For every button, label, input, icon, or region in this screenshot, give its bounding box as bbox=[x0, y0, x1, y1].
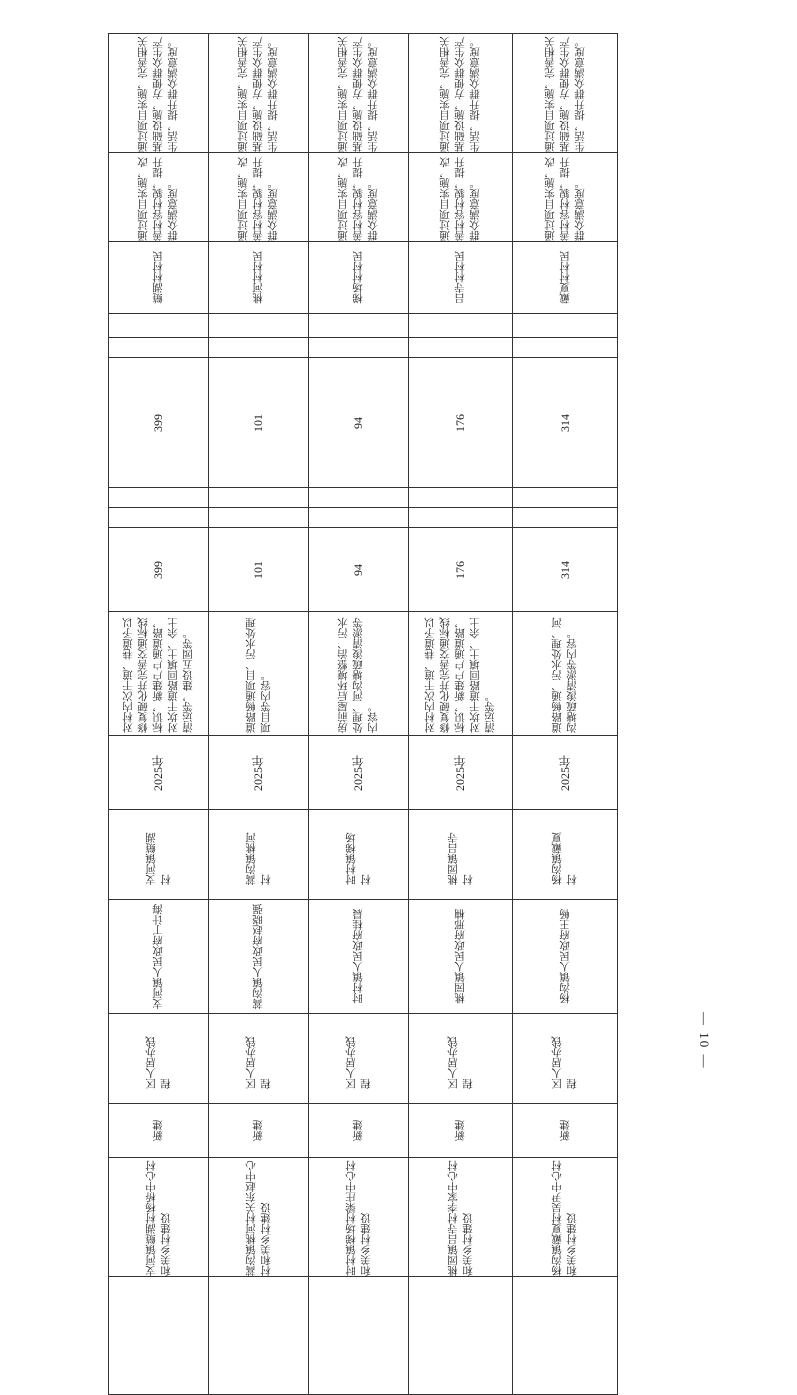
table-cell bbox=[109, 1014, 209, 1104]
page-number: — 10 — bbox=[697, 1012, 712, 1070]
cell-text-total: 101 bbox=[251, 560, 265, 579]
table-row bbox=[109, 508, 618, 528]
cell-text-responsible: 杨沟镇人民政府王畅 bbox=[558, 909, 571, 1004]
cell-text-performance: 通过项目实施，完善相关基础设施，方便群众生产生活，提升群众满意度。 bbox=[543, 36, 586, 152]
table-row bbox=[109, 1277, 618, 1395]
table-cell bbox=[409, 810, 513, 900]
table-cell bbox=[209, 488, 309, 508]
table-cell bbox=[409, 1104, 513, 1158]
cell-text-content: 道路畅通、污水处理、河沟塘疏浚清淤等内容。 bbox=[551, 617, 578, 733]
table-cell bbox=[513, 314, 618, 338]
table-cell bbox=[109, 314, 209, 338]
table-cell bbox=[209, 1277, 309, 1395]
cell-text-unit: 区人居办钱程 bbox=[144, 1036, 172, 1089]
table-cell bbox=[409, 612, 513, 736]
cell-text-year: 2025年 bbox=[251, 754, 265, 791]
table-cell bbox=[409, 736, 513, 810]
table-cell bbox=[209, 1014, 309, 1104]
project-table bbox=[108, 33, 618, 1395]
cell-text-year: 2025年 bbox=[351, 754, 365, 791]
table-row bbox=[109, 1014, 618, 1104]
cell-text-invest-top: 399 bbox=[151, 413, 165, 432]
cell-text-year: 2025年 bbox=[453, 754, 467, 791]
table-cell bbox=[209, 508, 309, 528]
cell-text-type: 新建 bbox=[352, 1120, 364, 1141]
table-cell bbox=[513, 1277, 618, 1395]
cell-text-project: 时村镇梯场村梁庄中心村和美乡村建设 bbox=[344, 1160, 372, 1276]
cell-text-responsible: 桃园镇人民政府邢楠 bbox=[454, 909, 466, 1004]
table-cell bbox=[109, 338, 209, 358]
table-cell bbox=[309, 1014, 409, 1104]
cell-text-location: 桃园镇吕寺村 bbox=[446, 832, 474, 885]
table-cell bbox=[409, 358, 513, 488]
table-row bbox=[109, 153, 618, 242]
cell-text-responsible: 蒿沟镇人民政府赵晓强 bbox=[252, 904, 264, 1009]
cell-text-location: 杨沟镇戴夏村 bbox=[551, 832, 578, 885]
cell-text-link-mechanism: 通过项目实施，改善村容村貌，提升群众满意度。 bbox=[337, 157, 379, 241]
cell-text-unit: 区人居办钱程 bbox=[244, 1036, 272, 1089]
cell-text-performance: 通过项目实施，完善相关基础设施，方便群众生产生活，提升群众满意度。 bbox=[439, 36, 481, 152]
cell-text-project: 桃园镇吕寺村李家中心村和美乡村建设 bbox=[446, 1160, 474, 1276]
table-cell bbox=[513, 1014, 618, 1104]
table-cell bbox=[109, 900, 209, 1014]
cell-text-invest-top: 101 bbox=[251, 413, 265, 432]
cell-text-type: 新建 bbox=[558, 1120, 571, 1141]
cell-text-total: 314 bbox=[557, 560, 572, 579]
table-cell bbox=[409, 528, 513, 612]
table-row bbox=[109, 528, 618, 612]
table-cell bbox=[409, 338, 513, 358]
table-cell bbox=[513, 528, 618, 612]
table-cell bbox=[309, 34, 409, 153]
cell-text-project: 支河镇鲢湖村杨桥中心村和美乡村建设 bbox=[144, 1160, 172, 1276]
table-cell bbox=[109, 810, 209, 900]
table-cell bbox=[409, 153, 513, 242]
table-cell bbox=[309, 612, 409, 736]
cell-text-total: 176 bbox=[453, 560, 467, 579]
table-cell bbox=[209, 242, 309, 314]
table-cell bbox=[309, 508, 409, 528]
cell-text-unit: 区人居办钱程 bbox=[344, 1036, 372, 1089]
cell-text-beneficiary: 吕寺村村民 bbox=[454, 251, 466, 304]
table-cell bbox=[409, 488, 513, 508]
table-cell bbox=[409, 1277, 513, 1395]
table-row bbox=[109, 34, 618, 153]
table-row bbox=[109, 1104, 618, 1158]
table-cell bbox=[109, 488, 209, 508]
table-cell bbox=[209, 810, 309, 900]
table-cell bbox=[513, 612, 618, 736]
cell-text-type: 新建 bbox=[454, 1120, 466, 1141]
cell-text-year: 2025年 bbox=[557, 754, 572, 791]
cell-text-location: 蒿沟镇桃河村 bbox=[244, 832, 272, 885]
cell-text-performance: 通过项目实施，完善相关基础设施，方便群众生产生活，提升群众满意度。 bbox=[337, 36, 379, 152]
table-cell bbox=[109, 358, 209, 488]
cell-text-location: 支河镇鲢湖村 bbox=[144, 832, 172, 885]
cell-text-beneficiary: 戴夏村村民 bbox=[558, 251, 571, 304]
table-cell bbox=[109, 34, 209, 153]
table-cell bbox=[513, 900, 618, 1014]
table-cell bbox=[209, 314, 309, 338]
table-cell bbox=[109, 1158, 209, 1277]
cell-text-project: 蒿沟镇桃河村关东赵中心村和美乡村建设 bbox=[244, 1160, 272, 1276]
cell-text-responsible: 时村镇人民政府桂晨 bbox=[352, 909, 364, 1004]
table-cell bbox=[309, 488, 409, 508]
cell-text-content: 道路畅通项目、污水处理项目等内容。 bbox=[244, 617, 272, 733]
table-cell bbox=[409, 508, 513, 528]
table-cell bbox=[209, 1158, 309, 1277]
table-cell bbox=[409, 1158, 513, 1277]
table-row bbox=[109, 358, 618, 488]
cell-text-content: 对村内次干道、巷道予以修复硬化并完善交通标线标识，新建户户通道路，对坎干道路回填土、余土清运等。 bbox=[424, 617, 496, 733]
table-cell bbox=[409, 242, 513, 314]
table-cell bbox=[309, 358, 409, 488]
table-cell bbox=[513, 1104, 618, 1158]
cell-text-responsible: 支河镇人民政府丁计海 bbox=[152, 904, 164, 1009]
cell-text-content: 房前屋后环境整治、污水处理、河沟塘疏浚清淤等内容。 bbox=[337, 617, 379, 733]
cell-text-type: 新建 bbox=[152, 1120, 164, 1141]
cell-text-unit: 区人居办钱程 bbox=[551, 1036, 578, 1089]
table-cell bbox=[409, 1014, 513, 1104]
table-cell bbox=[209, 1104, 309, 1158]
table-row bbox=[109, 736, 618, 810]
table-cell bbox=[109, 153, 209, 242]
table-cell bbox=[309, 242, 409, 314]
cell-text-content: 对村内次干道、巷道予以修复硬化并完善交通标线标识，新建户户通道路，对坎干道路回填土、余土清运等，建设五园等。 bbox=[122, 617, 194, 733]
cell-text-beneficiary: 梯场村村民 bbox=[352, 251, 364, 304]
table-cell bbox=[513, 153, 618, 242]
table-cell bbox=[513, 242, 618, 314]
cell-text-invest-top: 176 bbox=[453, 413, 467, 432]
table-row bbox=[109, 314, 618, 338]
table-cell bbox=[409, 314, 513, 338]
table-cell bbox=[513, 508, 618, 528]
table-cell bbox=[513, 736, 618, 810]
table-cell bbox=[309, 1104, 409, 1158]
cell-text-year: 2025年 bbox=[151, 754, 165, 791]
table-cell bbox=[109, 736, 209, 810]
table-cell bbox=[309, 528, 409, 612]
table-cell bbox=[309, 153, 409, 242]
cell-text-link-mechanism: 通过项目实施，改善村容村貌，提升群众满意度。 bbox=[137, 157, 179, 241]
table-cell bbox=[309, 314, 409, 338]
table-cell bbox=[209, 153, 309, 242]
table-cell bbox=[409, 34, 513, 153]
table-cell bbox=[209, 900, 309, 1014]
cell-text-link-mechanism: 通过项目实施，改善村容村貌，提升群众满意度。 bbox=[439, 157, 481, 241]
table-cell bbox=[513, 338, 618, 358]
table-cell bbox=[513, 34, 618, 153]
table-cell bbox=[109, 1104, 209, 1158]
table-cell bbox=[209, 358, 309, 488]
cell-text-unit: 区人居办钱程 bbox=[446, 1036, 474, 1089]
cell-text-invest-top: 314 bbox=[557, 413, 572, 432]
cell-text-beneficiary: 桃河村村民 bbox=[252, 251, 264, 304]
table-cell bbox=[209, 736, 309, 810]
table-row bbox=[109, 612, 618, 736]
table-cell bbox=[209, 338, 309, 358]
table-cell bbox=[409, 900, 513, 1014]
cell-text-project: 杨沟镇戴夏村吴尹中心村和美乡村建设 bbox=[551, 1160, 578, 1276]
table-cell bbox=[209, 612, 309, 736]
table-cell bbox=[209, 34, 309, 153]
table-row bbox=[109, 1158, 618, 1277]
table-cell bbox=[309, 1277, 409, 1395]
cell-text-type: 新建 bbox=[252, 1120, 264, 1141]
table-cell bbox=[109, 528, 209, 612]
table-cell bbox=[513, 358, 618, 488]
cell-text-beneficiary: 鲢湖村村民 bbox=[152, 251, 164, 304]
table-row bbox=[109, 900, 618, 1014]
table-cell bbox=[309, 900, 409, 1014]
table-cell bbox=[513, 1158, 618, 1277]
table-cell bbox=[309, 1158, 409, 1277]
table-cell bbox=[109, 612, 209, 736]
table-cell bbox=[109, 508, 209, 528]
table-cell bbox=[209, 528, 309, 612]
cell-text-performance: 通过项目实施，完善相关基础设施，方便群众生产生活，提升群众满意度。 bbox=[237, 36, 279, 152]
cell-text-invest-top: 94 bbox=[351, 416, 365, 429]
cell-text-total: 94 bbox=[351, 563, 365, 576]
cell-text-performance: 通过项目实施，完善相关基础设施，方便群众生产生活，提升群众满意度。 bbox=[137, 36, 179, 152]
cell-text-link-mechanism: 通过项目实施，改善村容村貌，提升群众满意度。 bbox=[237, 157, 279, 241]
table-cell bbox=[309, 736, 409, 810]
table-cell bbox=[309, 810, 409, 900]
cell-text-total: 399 bbox=[151, 560, 165, 579]
table-cell bbox=[109, 242, 209, 314]
cell-text-link-mechanism: 通过项目实施，改善村容村貌，提升群众满意度。 bbox=[543, 157, 586, 241]
table-cell bbox=[513, 488, 618, 508]
table-row bbox=[109, 810, 618, 900]
table-cell bbox=[513, 810, 618, 900]
cell-text-location: 时村镇梯场村 bbox=[344, 832, 372, 885]
table-row bbox=[109, 488, 618, 508]
table-cell bbox=[309, 338, 409, 358]
table-row bbox=[109, 242, 618, 314]
table-cell bbox=[109, 1277, 209, 1395]
table-row bbox=[109, 338, 618, 358]
